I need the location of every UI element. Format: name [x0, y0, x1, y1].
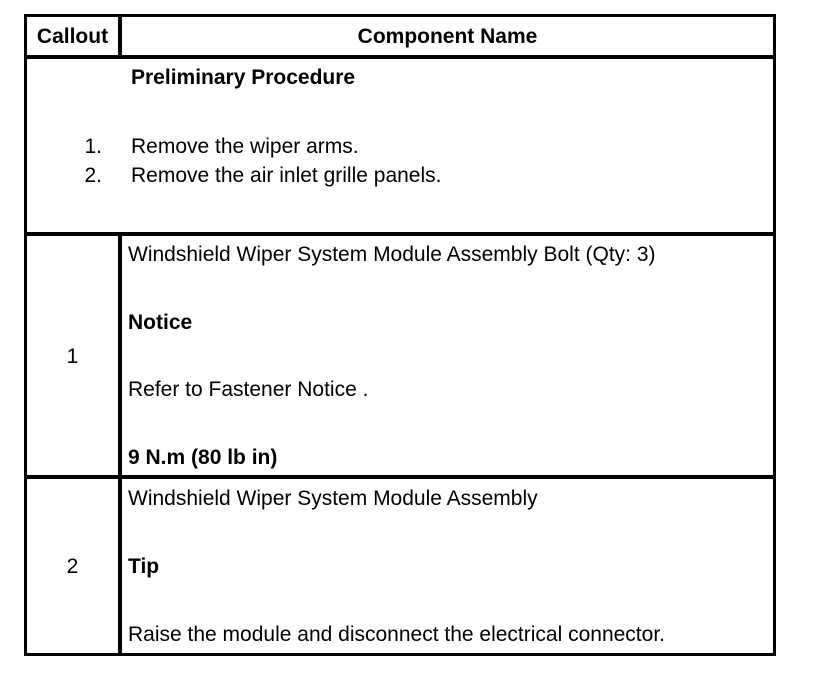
header-callout: Callout: [36, 25, 109, 48]
torque-spec: 9 N.m (80 lb in): [128, 446, 278, 469]
tip-label: Tip: [128, 555, 160, 578]
notice-label: Notice: [128, 311, 193, 334]
component-name: Windshield Wiper System Module Assembly: [128, 487, 538, 510]
preliminary-divider: [24, 232, 776, 236]
callout-number: 1: [66, 345, 79, 368]
step-number: 2.: [84, 164, 102, 187]
step-number: 1.: [84, 135, 102, 158]
notice-text: Refer to Fastener Notice .: [128, 378, 369, 401]
tip-text: Raise the module and disconnect the electrical connector.: [128, 623, 665, 646]
row1-divider: [24, 475, 776, 479]
header-component-name: Component Name: [357, 25, 538, 48]
component-name: Windshield Wiper System Module Assembly Bolt (Qty: 3): [128, 243, 656, 266]
preliminary-title: Preliminary Procedure: [131, 66, 356, 89]
step-text: Remove the wiper arms.: [131, 135, 359, 158]
step-text: Remove the air inlet grille panels.: [131, 164, 442, 187]
callout-number: 2: [66, 555, 79, 578]
header-divider: [24, 55, 776, 59]
column-divider-rows: [118, 234, 122, 656]
